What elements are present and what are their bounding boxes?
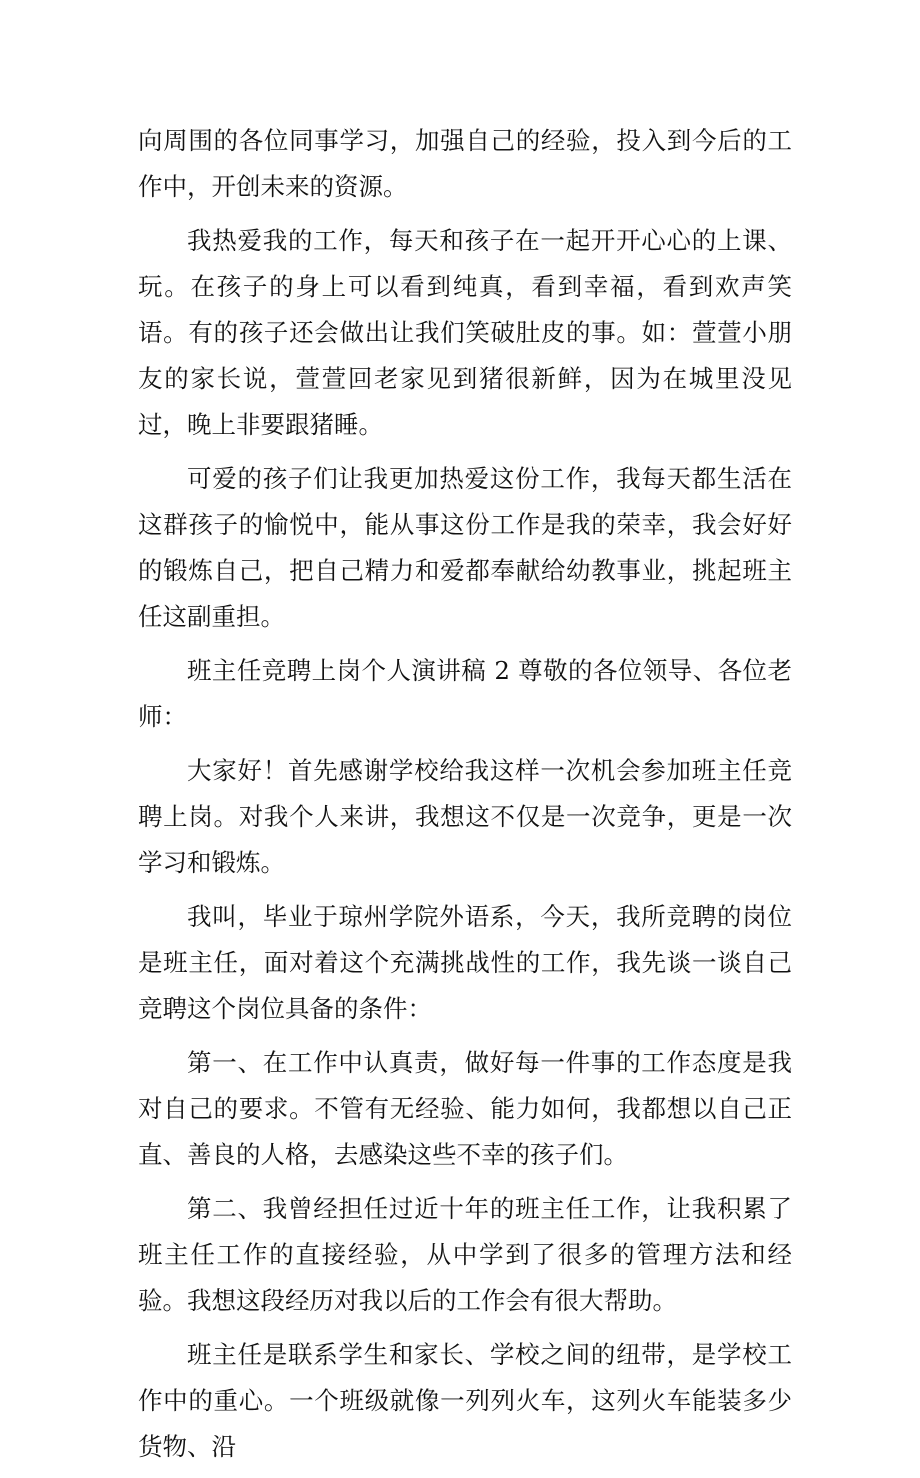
paragraph-7: 第一、在工作中认真责，做好每一件事的工作态度是我对自己的要求。不管有无经验、能力如何，我都想以自己正直、善良的人格，去感染这些不幸的孩子们。	[138, 1048, 792, 1169]
paragraph-9: 班主任是联系学生和家长、学校之间的纽带，是学校工作中的重心。一个班级就像一列列火车，这列火车能装多少货物、沿	[138, 1340, 792, 1461]
paragraph-3: 可爱的孩子们让我更加热爱这份工作，我每天都生活在这群孩子的愉悦中，能从事这份工作是我的荣幸，我会好好的锻炼自己，把自己精力和爱都奉献给幼教事业，挑起班主任这副重担。	[138, 464, 792, 631]
paragraph-2: 我热爱我的工作，每天和孩子在一起开开心心的上课、玩。在孩子的身上可以看到纯真，看到幸福，看到欢声笑语。有的孩子还会做出让我们笑破肚皮的事。如：萱萱小朋友的家长说，萱萱回老家见到猪很新鲜，因为在城里没见过，晚上非要跟猪睡。	[138, 226, 792, 439]
paragraph-6: 我叫，毕业于琼州学院外语系，今天，我所竞聘的岗位是班主任，面对着这个充满挑战性的工作，我先谈一谈自己竞聘这个岗位具备的条件：	[138, 902, 792, 1023]
paragraph-8: 第二、我曾经担任过近十年的班主任工作，让我积累了班主任工作的直接经验，从中学到了很多的管理方法和经验。我想这段经历对我以后的工作会有很大帮助。	[138, 1194, 792, 1315]
document-body	[138, 118, 792, 1478]
paragraph-4-heading: 班主任竞聘上岗个人演讲稿 2 尊敬的各位领导、各位老师：	[138, 656, 792, 731]
paragraph-1: 向周围的各位同事学习，加强自己的经验，投入到今后的工作中，开创未来的资源。	[138, 126, 792, 201]
paragraph-5: 大家好！首先感谢学校给我这样一次机会参加班主任竞聘上岗。对我个人来讲，我想这不仅是一次竞争，更是一次学习和锻炼。	[138, 756, 792, 877]
